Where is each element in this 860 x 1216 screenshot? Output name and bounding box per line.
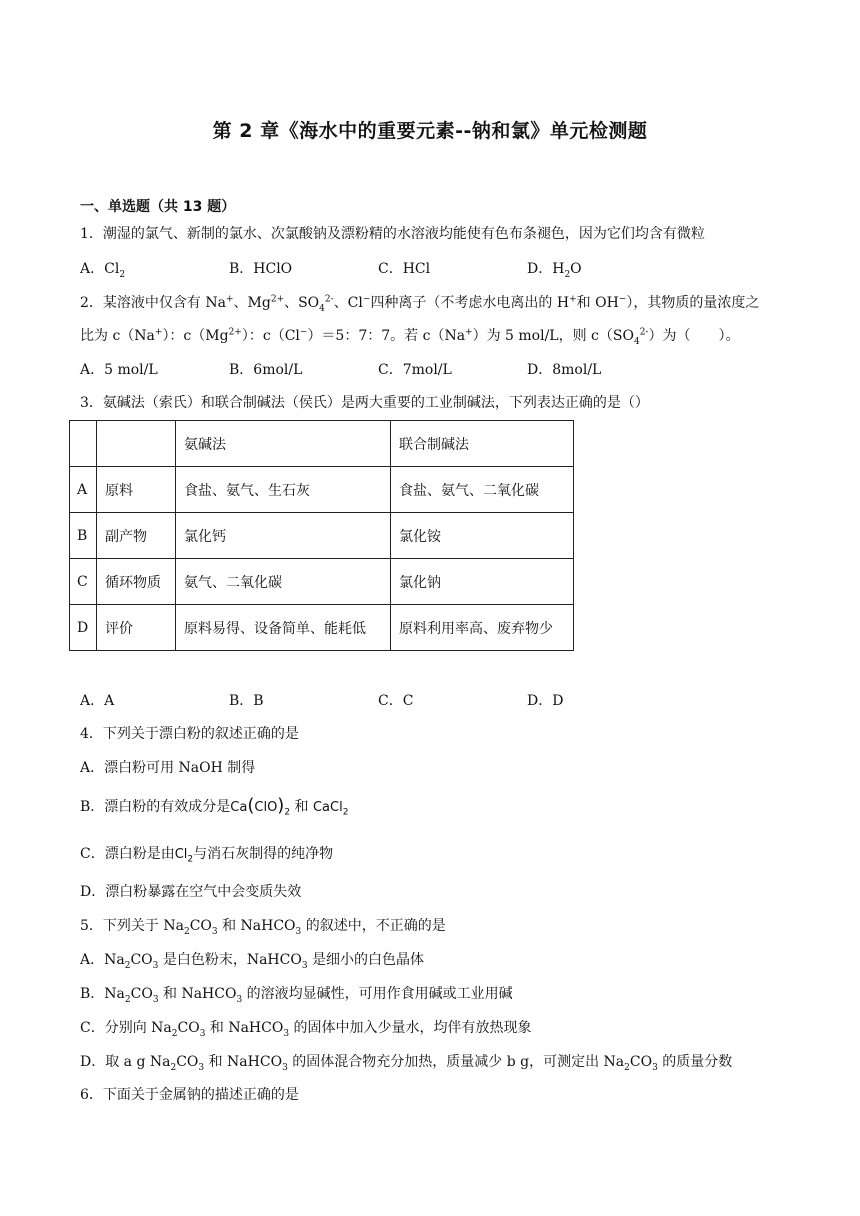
table-cell: 副产物 <box>97 513 176 559</box>
comparison-table <box>69 420 574 651</box>
q5-stem: 5．下列关于 $Na_2CO_3$ 和 NaHCO$_3$ 的叙述中，不正确的是 <box>80 918 446 937</box>
table-cell <box>97 421 176 467</box>
q1-option-b[interactable]: B．HClO <box>229 261 293 277</box>
table-cell: 食盐、氨气、二氧化碳 <box>391 467 574 513</box>
table-row <box>70 605 574 651</box>
q6-stem: 6．下面关于金属钠的描述正确的是 <box>80 1087 299 1103</box>
q4-option-b[interactable]: B．漂白粉的有效成分是$Ca(ClO)_2$ 和 CaCl$_2$ <box>80 795 349 818</box>
section-heading: 一、单选题（共 13 题） <box>80 199 236 215</box>
table-cell: 原料易得、设备简单、能耗低 <box>176 605 391 651</box>
table-cell <box>70 421 97 467</box>
q3-option-b[interactable]: B．B <box>229 693 264 709</box>
q4-option-c[interactable]: C．漂白粉是由$Cl_2$与消石灰制得的纯净物 <box>80 846 334 865</box>
q3-option-d[interactable]: D．D <box>527 693 564 709</box>
table-cell: 食盐、氨气、生石灰 <box>176 467 391 513</box>
table-cell: 氯化钙 <box>176 513 391 559</box>
table-header-ammonia-soda: 氨碱法 <box>176 421 391 467</box>
q3-stem: 3．氨碱法（索氏）和联合制碱法（侯氏）是两大重要的工业制碱法，下列表达正确的是（） <box>80 395 649 411</box>
q1-stem: 1．潮湿的氯气、新制的氯水、次氯酸钠及漂粉精的水溶液均能使有色布条褪色，因为它们均含有微粒 <box>80 226 705 242</box>
q2-option-b[interactable]: B．6mol/L <box>229 362 303 378</box>
q4-option-d[interactable]: D．漂白粉暴露在空气中会变质失效 <box>80 884 302 900</box>
q4-stem: 4．下列关于漂白粉的叙述正确的是 <box>80 726 299 742</box>
q5-option-d[interactable]: D．取 a g $Na_2CO_3$ 和 NaHCO$_3$ 的固体混合物充分加热，质量减少 b g，可测定出 $Na_2CO_3$ 的质量分数 <box>80 1054 733 1073</box>
page-title: 第 2 章《海水中的重要元素--钠和氯》单元检测题 <box>212 120 648 142</box>
q3-option-c[interactable]: C．C <box>378 693 414 709</box>
table-cell: B <box>70 513 97 559</box>
q5-option-a[interactable]: A．$Na_2CO_3$ 是白色粉末，NaHCO$_3$ 是细小的白色晶体 <box>80 952 425 971</box>
q5-option-c[interactable]: C．分别向 $Na_2CO_3$ 和 NaHCO$_3$ 的固体中加入少量水，均伴有放热现象 <box>80 1020 532 1039</box>
table-cell: 氯化钠 <box>391 559 574 605</box>
table-header-row <box>70 421 574 467</box>
q1-option-a[interactable]: A．$Cl_2$ <box>80 261 126 280</box>
table-cell: 氨气、二氧化碳 <box>176 559 391 605</box>
table-cell: 氯化铵 <box>391 513 574 559</box>
table-cell: 原料 <box>97 467 176 513</box>
q1-option-d[interactable]: D．$H_2O$ <box>527 261 582 280</box>
q2-option-a[interactable]: A．5 mol/L <box>80 362 158 378</box>
q2-option-c[interactable]: C．7mol/L <box>378 362 452 378</box>
table-header-combined-soda: 联合制碱法 <box>391 421 574 467</box>
q3-option-a[interactable]: A．A <box>80 693 115 709</box>
table-cell: A <box>70 467 97 513</box>
table-cell: D <box>70 605 97 651</box>
q4-option-a[interactable]: A．漂白粉可用 NaOH 制得 <box>80 760 256 776</box>
table-row <box>70 559 574 605</box>
table-row <box>70 513 574 559</box>
table-cell: 循环物质 <box>97 559 176 605</box>
table-cell: C <box>70 559 97 605</box>
table-cell: 评价 <box>97 605 176 651</box>
table-row <box>70 467 574 513</box>
q1-option-c[interactable]: C．HCl <box>378 261 431 277</box>
q2-option-d[interactable]: D．8mol/L <box>527 362 602 378</box>
q2-stem-line1: 2．某溶液中仅含有 Na+、$Mg^{2+}$、$SO_4^{2-}$、Cl−四种离子（不考虑水电离出的 H+和 OH−），其物质的量浓度之 <box>80 294 760 314</box>
table-cell: 原料利用率高、废弃物少 <box>391 605 574 651</box>
q5-option-b[interactable]: B．$Na_2CO_3$ 和 NaHCO$_3$ 的溶液均显碱性，可用作食用碱或工业用碱 <box>80 986 513 1005</box>
q2-stem-line2: 比为 c（Na+）：$c(Mg^{2+})$：c（Cl−）＝5：7：7。若 c（Na+）为 5 mol/L，则 $c(SO_4^{2-})$为（ ）。 <box>80 327 740 347</box>
